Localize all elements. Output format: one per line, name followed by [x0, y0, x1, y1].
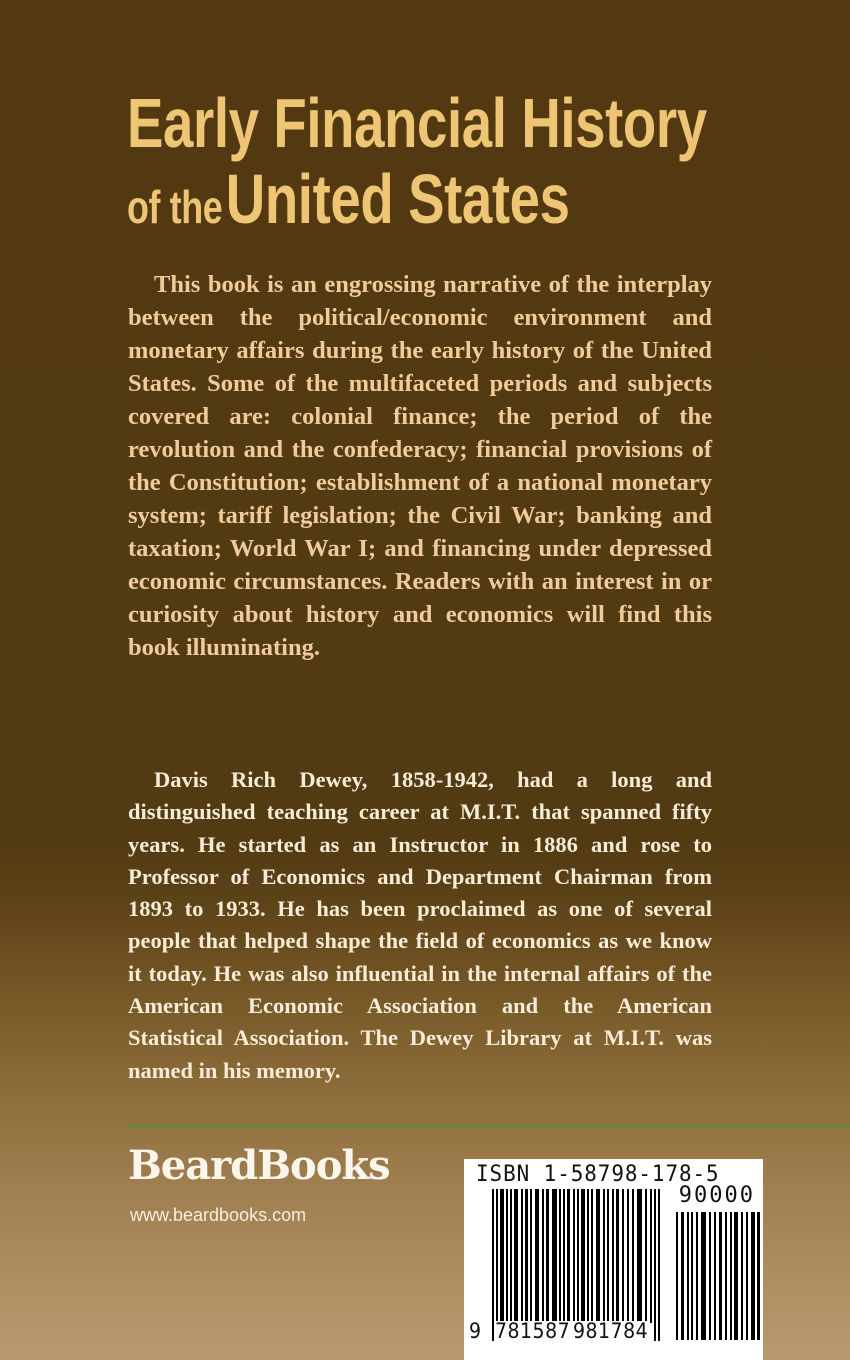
author-bio: Davis Rich Dewey, 1858-1942, had a long and distinguished teaching career at M.I.T. that spanned fifty years. He started as an Instructor in 1886 and rose to Professor of Economics and Department Chairman from 1893 to 1933. He has been proclaimed as one of several people that helped shape the field of economics as we know it today. He was also influential in the internal affairs of the American Economic Association and the American Statistical Association. The Dewey Library at M.I.T. was named in his memory.: [128, 767, 712, 1083]
publisher-url: www.beardbooks.com: [130, 1205, 307, 1225]
addon-barcode-icon: [676, 1212, 760, 1340]
isbn-label: ISBN 1-58798-178-5: [476, 1162, 720, 1187]
title-line-2: [127, 160, 595, 238]
price-code: 90000: [678, 1183, 755, 1208]
book-description: This book is an engrossing narrative of the interplay between the political/economic environment and monetary affairs during the early history of the United States. Some of the multifaceted periods and subjects covered are: colonial finance; the period of the revolution and the confederacy; financial provisions of the Constitution; establishment of a national monetary system; tariff legislation; the Civil War; banking and taxation; World War I; and financing under depressed economic circumstances. Readers with an interest in or curiosity about history and economics will find this book illuminating.: [128, 271, 712, 661]
ean-left-group: 781587: [495, 1319, 571, 1343]
ean-first-digit: 9: [469, 1319, 482, 1343]
title-main: United States: [225, 160, 570, 238]
ean-right-group: 981784: [573, 1319, 649, 1343]
book-title: [127, 84, 727, 238]
publisher-logo: BeardBooks: [128, 1142, 390, 1189]
divider-rule: [127, 1125, 850, 1128]
isbn-barcode: [464, 1159, 763, 1360]
title-line-1: Early Financial History: [127, 84, 707, 162]
title-prefix: of the: [127, 181, 223, 233]
